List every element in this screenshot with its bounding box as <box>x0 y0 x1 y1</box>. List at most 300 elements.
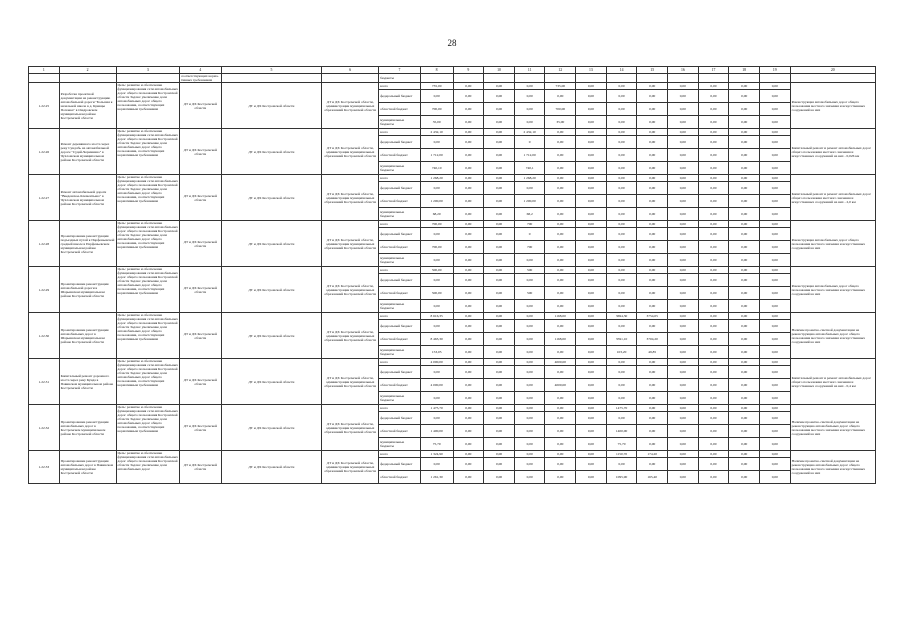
value-cell: 0,00 <box>545 267 576 274</box>
value-cell: 0,00 <box>545 471 576 484</box>
value-cell: 153,05 <box>420 346 453 359</box>
funding-source: федеральный бюджет <box>379 458 421 471</box>
value-cell: 4 000,00 <box>420 359 453 366</box>
activity-name: Проектирование реконструкции автомобильной дороги в Шарьинском муниципальном районе Костромской области <box>59 267 116 313</box>
value-cell: 0,00 <box>453 136 484 149</box>
value-cell: 0,00 <box>576 208 607 221</box>
funding-source: федеральный бюджет <box>379 320 421 333</box>
expected-result: Реконструкция автомобильных дорог общего пользования местного значения и искусственных сооружений на них <box>790 221 875 267</box>
value-cell: 0,00 <box>759 162 790 175</box>
value-cell: 4 000,00 <box>420 379 453 392</box>
value-cell: 0,00 <box>514 90 545 103</box>
value-cell: 0,00 <box>606 136 637 149</box>
executor: ДТ и ДХ Костромской области <box>180 451 222 484</box>
value-cell: 0,00 <box>729 136 760 149</box>
value-cell: 0,00 <box>729 129 760 136</box>
value-cell: 0,00 <box>668 149 699 162</box>
activity-name: Капитальный ремонт дорожного моста через реку Кунда в Павинском муниципальном районе Костромской области <box>59 359 116 405</box>
value-cell: 0,00 <box>759 425 790 438</box>
value-cell: 0,00 <box>637 195 668 208</box>
value-cell: 0,00 <box>576 425 607 438</box>
activity-name: Проектирование реконструкции автомобильных дорог в Костромском муниципальном районе Костромской области <box>59 405 116 451</box>
value-cell: 0,00 <box>668 392 699 405</box>
program-activities-table <box>28 66 876 484</box>
value-cell: 0,00 <box>637 228 668 241</box>
value-cell: 0,00 <box>698 359 729 366</box>
activity-code: 1.22.31 <box>29 359 60 405</box>
partners: ДТ и ДХ Костромской области, администрации муниципальных образований Костромской области <box>322 221 379 267</box>
value-cell: 1 712,00 <box>420 149 453 162</box>
funding-source: областной бюджет <box>379 471 421 484</box>
value-cell: 0,00 <box>606 195 637 208</box>
value-cell: 0,00 <box>420 228 453 241</box>
value-cell: 0,00 <box>668 313 699 320</box>
value-cell: 0,00 <box>637 241 668 254</box>
table-row <box>29 175 876 182</box>
funding-source: муниципальные бюджеты <box>379 392 421 405</box>
value-cell: 700,00 <box>420 103 453 116</box>
activity-name: Проектирование реконструкции автомобильных дорог в Павинском муниципальном районе Костромской области <box>59 451 116 484</box>
value-cell: 0,00 <box>484 458 515 471</box>
value-cell: 0,00 <box>606 287 637 300</box>
value-cell: 0,00 <box>576 379 607 392</box>
value-cell: 0,00 <box>484 320 515 333</box>
value-cell: 735,00 <box>420 83 453 90</box>
value-cell: 0,00 <box>606 162 637 175</box>
value-cell: 8 616,35 <box>420 313 453 320</box>
value-cell: 68,2 <box>514 208 545 221</box>
activity-code: 1.22.27 <box>29 175 60 221</box>
value-cell: 0,00 <box>637 267 668 274</box>
value-cell: 0,00 <box>668 221 699 228</box>
value-cell: 0,00 <box>545 451 576 458</box>
value-cell: 0,00 <box>668 136 699 149</box>
value-cell: 0,00 <box>637 221 668 228</box>
value-cell: 0,00 <box>729 182 760 195</box>
value-cell: 0,00 <box>420 366 453 379</box>
header-cell: 2 <box>59 67 116 74</box>
partners: ДТ и ДХ Костромской области, администрации муниципальных образований Костромской области <box>322 83 379 129</box>
value-cell: 0,00 <box>759 83 790 90</box>
value-cell: 0,00 <box>729 379 760 392</box>
value-cell: 0,00 <box>606 241 637 254</box>
value-cell: 0,00 <box>759 228 790 241</box>
value-cell: 0,00 <box>668 267 699 274</box>
value-cell: 0,00 <box>698 392 729 405</box>
value-cell: 1 268,20 <box>514 175 545 182</box>
value-cell: 0,00 <box>545 346 576 359</box>
funding-source: всего <box>379 267 421 274</box>
expected-result: Реконструкция автомобильных дорог общего пользования местного значения и искусственных сооружений на них <box>790 83 875 129</box>
activity-code: 1.22.29 <box>29 267 60 313</box>
value-cell: 1475,70 <box>606 405 637 412</box>
table-row <box>29 359 876 366</box>
value-cell: 0,00 <box>514 333 545 346</box>
value-cell: 0,00 <box>698 451 729 458</box>
value-cell: 0,00 <box>729 451 760 458</box>
funding-source: всего <box>379 451 421 458</box>
value-cell: 0,00 <box>606 228 637 241</box>
value-cell: 0,00 <box>637 254 668 267</box>
value-cell: 3704,20 <box>637 333 668 346</box>
value-cell: 0,00 <box>514 405 545 412</box>
value-cell: 0,00 <box>668 116 699 129</box>
header-cell: 15 <box>637 67 668 74</box>
value-cell: 0,00 <box>576 313 607 320</box>
value-cell: 1 712,00 <box>514 149 545 162</box>
value-cell: 0,00 <box>576 458 607 471</box>
expected-result: Наличие проектно-сметной документации на реконструкцию автомобильных дорог общего пользования местного значения и искусственных сооружений на них <box>790 451 875 484</box>
value-cell: 0,00 <box>729 412 760 425</box>
activity-name: Проектирование реконструкции автомобильных дорог в Шарьинском муниципальном районе Костромской области <box>59 313 116 359</box>
funding-source: областной бюджет <box>379 241 421 254</box>
value-cell: 0,00 <box>420 320 453 333</box>
continuation-cell <box>545 74 576 83</box>
value-cell: 2 432,10 <box>514 129 545 136</box>
value-cell: 0,00 <box>698 379 729 392</box>
value-cell: 0,00 <box>637 425 668 438</box>
value-cell: 0,00 <box>606 458 637 471</box>
value-cell: 1 475,70 <box>420 405 453 412</box>
value-cell: 0,00 <box>668 366 699 379</box>
value-cell: 0,00 <box>759 438 790 451</box>
value-cell: 0,00 <box>698 320 729 333</box>
value-cell: 0,00 <box>606 129 637 136</box>
value-cell: 0,00 <box>637 162 668 175</box>
activity-code: 1.22.28 <box>29 221 60 267</box>
value-cell: 0,00 <box>453 366 484 379</box>
activity-goal: Цель: развитие и обеспечение функционирования сети автомобильных дорог общего пользования Костромской области Задача: увеличение доли автомобильных дорог общего пользования, соответствующих нормативным требованиям <box>116 83 179 129</box>
value-cell: 0,00 <box>484 129 515 136</box>
value-cell: 0,00 <box>484 471 515 484</box>
value-cell: 0,00 <box>729 458 760 471</box>
value-cell: 0,00 <box>576 451 607 458</box>
value-cell: 0,00 <box>576 116 607 129</box>
value-cell: 2 432,10 <box>420 129 453 136</box>
value-cell: 103,20 <box>606 346 637 359</box>
value-cell: 0,00 <box>514 103 545 116</box>
table-body <box>29 67 876 484</box>
value-cell: 0,00 <box>545 412 576 425</box>
value-cell: 0,00 <box>453 333 484 346</box>
activity-name: Ремонт деревянного моста через реку Сундобь на автомобильной дороге "Судай-Черменино" в Чухломском муниципальном районе Костромской области <box>59 129 116 175</box>
value-cell: 1 268,20 <box>420 175 453 182</box>
value-cell: 0,00 <box>729 320 760 333</box>
value-cell: 0,00 <box>637 83 668 90</box>
value-cell: 0,00 <box>545 149 576 162</box>
funding-source: муниципальные бюджеты <box>379 162 421 175</box>
value-cell: 0,00 <box>453 458 484 471</box>
value-cell: 735,00 <box>545 83 576 90</box>
value-cell: 0,00 <box>545 320 576 333</box>
funding-source: областной бюджет <box>379 103 421 116</box>
value-cell: 0,00 <box>668 208 699 221</box>
value-cell: 0,00 <box>759 182 790 195</box>
value-cell: 0,00 <box>514 471 545 484</box>
value-cell: 0,00 <box>759 379 790 392</box>
value-cell: 0,00 <box>759 366 790 379</box>
header-cell: 6 <box>322 67 379 74</box>
activity-code: 1.22.33 <box>29 451 60 484</box>
continuation-cell <box>698 74 729 83</box>
value-cell: 0,00 <box>484 254 515 267</box>
value-cell: 0,00 <box>698 221 729 228</box>
value-cell: 0,00 <box>759 136 790 149</box>
value-cell: 0,00 <box>759 320 790 333</box>
value-cell: 0,00 <box>759 287 790 300</box>
executor: ДТ и ДХ Костромской области <box>180 313 222 359</box>
value-cell: 0,00 <box>729 116 760 129</box>
responsible: ДТ и ДХ Костромской области <box>221 129 322 175</box>
value-cell: 0,00 <box>637 366 668 379</box>
value-cell: 0,00 <box>545 175 576 182</box>
table-row <box>29 405 876 412</box>
header-row <box>29 67 876 74</box>
value-cell: 0,00 <box>606 379 637 392</box>
expected-result: Наличие проектно-сметной документации на реконструкцию автомобильных дорог общего пользования местного значения и искусственных сооружений на них <box>790 405 875 451</box>
value-cell: 0,00 <box>698 274 729 287</box>
continuation-cell: бюджеты <box>379 74 421 83</box>
value-cell: 0,00 <box>637 392 668 405</box>
header-cell: 11 <box>514 67 545 74</box>
value-cell: 0,00 <box>514 438 545 451</box>
value-cell: 0,00 <box>729 300 760 313</box>
value-cell: 0,00 <box>668 379 699 392</box>
value-cell: 0,00 <box>759 103 790 116</box>
value-cell: 0,00 <box>545 274 576 287</box>
value-cell: 0,00 <box>637 287 668 300</box>
value-cell: 0,00 <box>545 241 576 254</box>
responsible: ДТ и ДХ Костромской области <box>221 83 322 129</box>
value-cell: 700 <box>514 221 545 228</box>
value-cell: 0,00 <box>729 267 760 274</box>
value-cell: 1 200,00 <box>514 195 545 208</box>
value-cell: 0,00 <box>453 208 484 221</box>
value-cell: 0,00 <box>668 333 699 346</box>
funding-source: федеральный бюджет <box>379 90 421 103</box>
value-cell: 0,00 <box>484 116 515 129</box>
value-cell: 0,00 <box>759 412 790 425</box>
value-cell: 0,00 <box>729 359 760 366</box>
value-cell: 0,00 <box>606 320 637 333</box>
activity-goal: Цель: развитие и обеспечение функционирования сети автомобильных дорог общего пользования Костромской области Задача: увеличение доли автомобильных дорог общего пользования, соответствующих нормативным требованиям <box>116 129 179 175</box>
value-cell: 0,00 <box>637 208 668 221</box>
value-cell: 0,00 <box>668 90 699 103</box>
value-cell: 0,00 <box>576 136 607 149</box>
value-cell: 0,00 <box>576 438 607 451</box>
value-cell: 0,00 <box>484 208 515 221</box>
value-cell: 0,00 <box>545 458 576 471</box>
value-cell: 0,00 <box>729 90 760 103</box>
value-cell: 0,00 <box>668 254 699 267</box>
value-cell: 0,00 <box>545 425 576 438</box>
value-cell: 0,00 <box>576 228 607 241</box>
value-cell: 0,00 <box>420 182 453 195</box>
value-cell: 0,00 <box>668 458 699 471</box>
executor: ДТ и ДХ Костромской области <box>180 267 222 313</box>
value-cell: 0,00 <box>453 313 484 320</box>
value-cell: 0,00 <box>545 438 576 451</box>
value-cell: 0,00 <box>545 90 576 103</box>
value-cell: 0,00 <box>759 129 790 136</box>
continuation-cell <box>221 74 322 83</box>
value-cell: 0,00 <box>484 103 515 116</box>
value-cell: 0,00 <box>668 438 699 451</box>
value-cell: 0,00 <box>759 458 790 471</box>
value-cell: 0,00 <box>420 458 453 471</box>
value-cell: 0,00 <box>729 221 760 228</box>
funding-source: всего <box>379 175 421 182</box>
value-cell: 0,00 <box>698 366 729 379</box>
value-cell: 0,00 <box>729 366 760 379</box>
value-cell: 0 <box>514 136 545 149</box>
value-cell: 0,00 <box>453 149 484 162</box>
value-cell: 0,00 <box>576 392 607 405</box>
value-cell: 0,00 <box>420 392 453 405</box>
value-cell: 0,00 <box>576 405 607 412</box>
value-cell: 0,00 <box>576 182 607 195</box>
value-cell: 0,00 <box>729 195 760 208</box>
value-cell: 35,00 <box>545 116 576 129</box>
value-cell: 500 <box>514 267 545 274</box>
value-cell: 0,00 <box>698 425 729 438</box>
value-cell: 0,00 <box>759 195 790 208</box>
continuation-cell <box>484 74 515 83</box>
value-cell: 0,00 <box>729 392 760 405</box>
value-cell: 0,00 <box>453 267 484 274</box>
expected-result: Наличие проектно-сметной документации на реконструкцию автомобильных дорог общего пользования местного значения и искусственных сооружений на них <box>790 313 875 359</box>
activity-goal: Цель: развитие и обеспечение функционирования сети автомобильных дорог общего пользования Костромской области Задача: увеличение доли автомобильных дорог общего пользования, соответствующих нормативным требованиям <box>116 405 179 451</box>
activity-name: Проектирование реконструкции подъездных путей к Парфеньевской средней школе в Парфеньевском муниципальном районе Костромской области <box>59 221 116 267</box>
value-cell: 0,00 <box>453 90 484 103</box>
value-cell: 49,85 <box>637 346 668 359</box>
value-cell: 0,00 <box>576 103 607 116</box>
activity-goal: Цель: развитие и обеспечение функционирования сети автомобильных дорог общего пользования Костромской области Задача: увеличение доли автомобильных дорог общего пользования, соответствующих нормативным требованиям <box>116 175 179 221</box>
value-cell: 0,00 <box>668 471 699 484</box>
value-cell: 0,00 <box>514 254 545 267</box>
header-cell: 5 <box>221 67 322 74</box>
value-cell: 0,00 <box>637 274 668 287</box>
value-cell: 500,00 <box>420 267 453 274</box>
value-cell: 0,00 <box>668 129 699 136</box>
value-cell: 1 200,00 <box>420 195 453 208</box>
responsible: ДТ и ДХ Костромской области <box>221 221 322 267</box>
funding-source: муниципальные бюджеты <box>379 300 421 313</box>
value-cell: 0,00 <box>606 116 637 129</box>
value-cell: 0,00 <box>453 392 484 405</box>
value-cell: 0,00 <box>484 267 515 274</box>
header-cell: 19 <box>759 67 790 74</box>
value-cell: 0,00 <box>545 195 576 208</box>
value-cell: 0,00 <box>453 451 484 458</box>
value-cell: 0,00 <box>698 90 729 103</box>
value-cell: 0,00 <box>453 182 484 195</box>
value-cell: 0,00 <box>576 162 607 175</box>
value-cell: 0,00 <box>514 458 545 471</box>
value-cell: 0,00 <box>729 208 760 221</box>
continuation-cell <box>729 74 760 83</box>
value-cell: 0,00 <box>729 471 760 484</box>
value-cell: 0,00 <box>576 471 607 484</box>
value-cell: 0,00 <box>759 267 790 274</box>
value-cell: 0,00 <box>545 300 576 313</box>
value-cell: 0,00 <box>545 182 576 195</box>
value-cell: 0,00 <box>453 379 484 392</box>
value-cell: 0,00 <box>576 90 607 103</box>
value-cell: 0,00 <box>698 195 729 208</box>
value-cell: 0,00 <box>514 425 545 438</box>
value-cell: 0,00 <box>637 129 668 136</box>
value-cell: 0,00 <box>484 182 515 195</box>
value-cell: 740,10 <box>420 162 453 175</box>
funding-source: федеральный бюджет <box>379 136 421 149</box>
funding-source: областной бюджет <box>379 149 421 162</box>
value-cell: 0,00 <box>668 162 699 175</box>
header-cell: 4 <box>180 67 222 74</box>
value-cell: 0,00 <box>698 254 729 267</box>
value-cell: 0,00 <box>484 221 515 228</box>
value-cell: 4000,00 <box>545 379 576 392</box>
partners: ДТ и ДХ Костромской области, администрации муниципальных образований Костромской области <box>322 267 379 313</box>
value-cell: 0,00 <box>576 366 607 379</box>
partners: ДТ и ДХ Костромской области, администрации муниципальных образований Костромской области <box>322 313 379 359</box>
value-cell: 0,00 <box>698 175 729 182</box>
value-cell: 0,00 <box>514 451 545 458</box>
activity-name: Ремонт автомобильной дороги "Введенское-Клементьево" в Чухломском муниципальном районе Костромской области <box>59 175 116 221</box>
value-cell: 0,00 <box>453 241 484 254</box>
activity-goal: Цель: развитие и обеспечение функционирования сети автомобильных дорог общего пользования Костромской области Задача: увеличение доли автомобильных дорог общего пользования, соответствующих нормативным требованиям <box>116 313 179 359</box>
responsible: ДТ и ДХ Костромской области <box>221 267 322 313</box>
value-cell: 0,00 <box>668 287 699 300</box>
value-cell: 0,00 <box>637 136 668 149</box>
continuation-cell <box>514 74 545 83</box>
executor: ДТ и ДХ Костромской области <box>180 221 222 267</box>
value-cell: 0,00 <box>759 149 790 162</box>
expected-result: Капитальный ремонт и ремонт автомобильных дорог общего пользования местного значения и искусственных сооружений на них - 2,0 км <box>790 175 875 221</box>
value-cell: 165,40 <box>637 471 668 484</box>
value-cell: 0,00 <box>576 274 607 287</box>
value-cell: 0,00 <box>453 405 484 412</box>
header-cell: 14 <box>606 67 637 74</box>
value-cell: 0,00 <box>484 83 515 90</box>
value-cell: 0,00 <box>514 274 545 287</box>
value-cell: 0,00 <box>545 228 576 241</box>
value-cell: 0,00 <box>759 208 790 221</box>
header-cell: 7 <box>379 67 421 74</box>
continuation-cell <box>420 74 453 83</box>
value-cell: 0,00 <box>576 195 607 208</box>
value-cell: 4000,00 <box>545 359 576 366</box>
value-cell: 0,00 <box>545 405 576 412</box>
partners: ДТ и ДХ Костромской области, администрации муниципальных образований Костромской области <box>322 175 379 221</box>
value-cell: 0,00 <box>729 287 760 300</box>
value-cell: 0,00 <box>729 175 760 182</box>
value-cell: 0,00 <box>606 103 637 116</box>
value-cell: 0,00 <box>606 175 637 182</box>
value-cell: 0,00 <box>484 241 515 254</box>
value-cell: 0,00 <box>606 274 637 287</box>
value-cell: 0,00 <box>606 366 637 379</box>
value-cell: 0,00 <box>606 83 637 90</box>
header-cell: 16 <box>668 67 699 74</box>
header-cell: 8 <box>420 67 453 74</box>
value-cell: 0,00 <box>729 103 760 116</box>
value-cell: 0,00 <box>545 287 576 300</box>
header-cell: 20 <box>790 67 875 74</box>
value-cell: 1 261,30 <box>420 471 453 484</box>
value-cell: 0,00 <box>668 274 699 287</box>
value-cell: 0,00 <box>453 195 484 208</box>
